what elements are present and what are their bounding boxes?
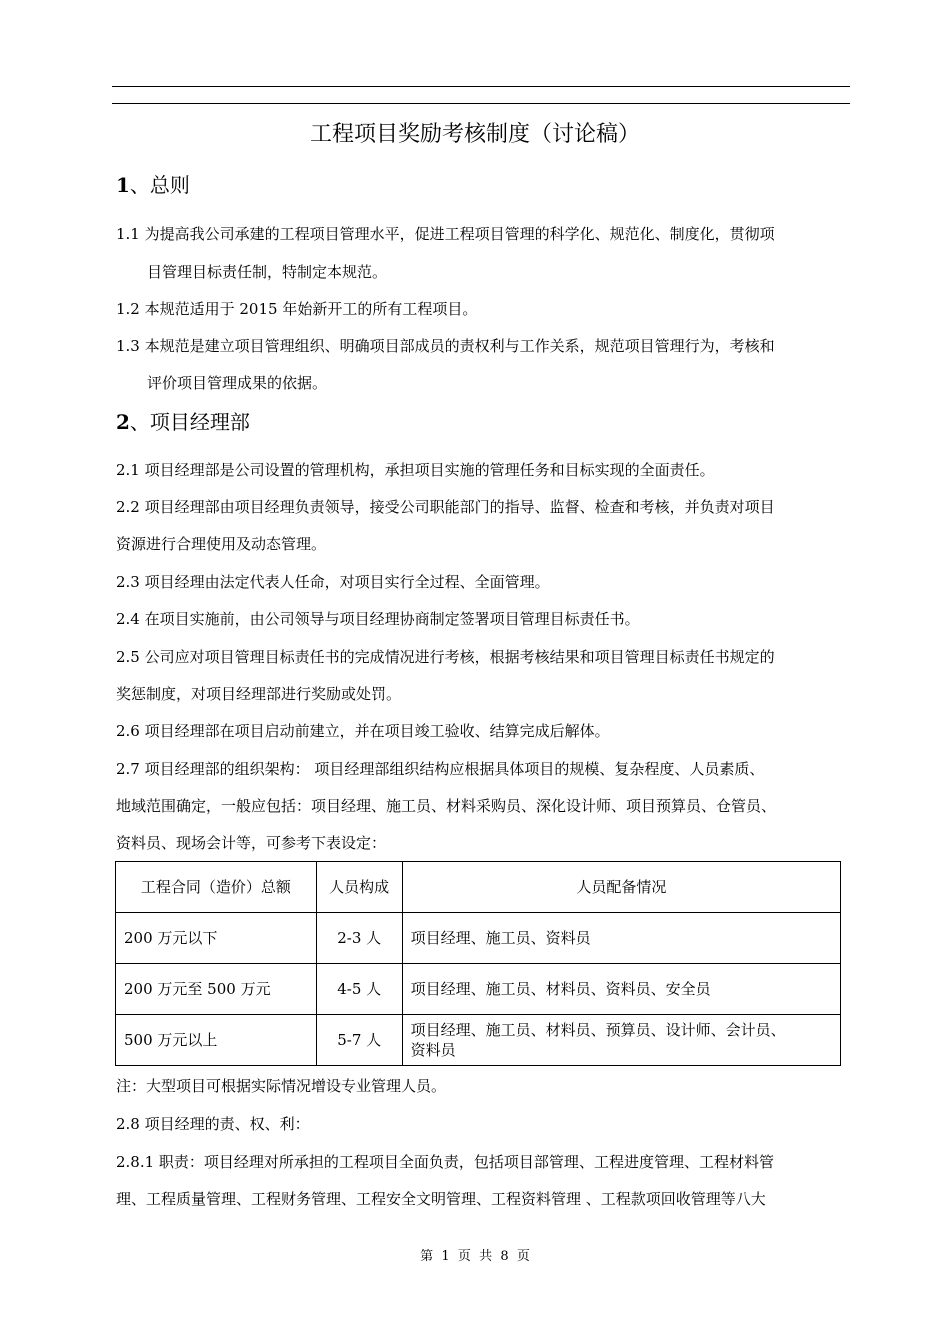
table-header-row <box>116 862 841 913</box>
section-heading-1 <box>116 172 190 198</box>
section-title: 总则 <box>149 173 190 197</box>
table-note: 注：大型项目可根据实际情况增设专业管理人员。 <box>116 1077 447 1095</box>
paragraph-2-5: 2.5 公司应对项目管理目标责任书的完成情况进行考核，根据考核结果和项目管理目标责任书规定的 <box>116 648 775 666</box>
table-header-cell: 人员配备情况 <box>402 862 840 913</box>
paragraph-2-2: 2.2 项目经理部由项目经理负责领导，接受公司职能部门的指导、监督、检查和考核，并负责对项目 <box>116 498 775 516</box>
table-row <box>116 913 841 964</box>
paragraph-1-1: 1.1 为提高我公司承建的工程项目管理水平，促进工程项目管理的科学化、规范化、制度化，贯彻项 <box>116 225 775 243</box>
table-cell-amount: 500 万元以上 <box>116 1015 317 1066</box>
table-cell-staffing: 项目经理、施工员、材料员、资料员、安全员 <box>402 964 840 1015</box>
paragraph-2-8-1: 2.8.1 职责：项目经理对所承担的工程项目全面负责，包括项目部管理、工程进度管理、工程材料管 <box>116 1153 774 1171</box>
section-separator: 、 <box>129 173 150 197</box>
page-footer: 第 1 页 共 8 页 <box>420 1249 530 1264</box>
table-cell-amount: 200 万元以下 <box>116 913 317 964</box>
table-cell-amount: 200 万元至 500 万元 <box>116 964 317 1015</box>
section-number: 2 <box>116 410 130 434</box>
paragraph-2-3: 2.3 项目经理由法定代表人任命，对项目实行全过程、全面管理。 <box>116 573 550 591</box>
table-row <box>116 964 841 1015</box>
table-cell-staff-count: 5-7 人 <box>316 1015 402 1066</box>
paragraph-1-3-cont: 评价项目管理成果的依据。 <box>147 374 328 392</box>
paragraph-2-7: 2.7 项目经理部的组织架构： 项目经理部组织结构应根据具体项目的规模、复杂程度、人员素质、 <box>116 760 765 778</box>
paragraph-2-1: 2.1 项目经理部是公司设置的管理机构，承担项目实施的管理任务和目标实现的全面责任。 <box>116 461 715 479</box>
paragraph-2-5-cont: 奖惩制度，对项目经理部进行奖励或处罚。 <box>116 685 402 703</box>
paragraph-1-2: 1.2 本规范适用于 2015 年始新开工的所有工程项目。 <box>116 300 478 318</box>
section-separator: 、 <box>129 410 150 434</box>
section-heading-2 <box>116 409 250 435</box>
paragraph-2-4: 2.4 在项目实施前，由公司领导与项目经理协商制定签署项目管理目标责任书。 <box>116 610 640 628</box>
table-cell-staffing: 项目经理、施工员、资料员 <box>402 913 840 964</box>
table-cell-staffing: 项目经理、施工员、材料员、预算员、设计师、会计员、 资料员 <box>402 1015 840 1066</box>
paragraph-2-8-1-cont: 理、工程质量管理、工程财务管理、工程安全文明管理、工程资料管理 、工程款项回收管理等八大 <box>116 1190 766 1208</box>
paragraph-2-6: 2.6 项目经理部在项目启动前建立，并在项目竣工验收、结算完成后解体。 <box>116 722 610 740</box>
section-title: 项目经理部 <box>149 410 250 434</box>
paragraph-2-8: 2.8 项目经理的责、权、利： <box>116 1115 310 1133</box>
header-rule-bottom <box>112 103 850 104</box>
paragraph-2-7-cont-2: 资料员、现场会计等，可参考下表设定： <box>116 834 387 852</box>
table-cell-staff-count: 4-5 人 <box>316 964 402 1015</box>
header-rule-top <box>112 86 850 87</box>
paragraph-1-3: 1.3 本规范是建立项目管理组织、明确项目部成员的责权利与工作关系，规范项目管理行为，考核和 <box>116 337 775 355</box>
document-title: 工程项目奖励考核制度（讨论稿） <box>309 122 640 147</box>
table-header-cell: 工程合同（造价）总额 <box>116 862 317 913</box>
table-row <box>116 1015 841 1066</box>
staffing-table <box>115 861 841 1066</box>
section-number: 1 <box>116 173 130 197</box>
table-header-cell: 人员构成 <box>316 862 402 913</box>
table-cell-staff-count: 2-3 人 <box>316 913 402 964</box>
paragraph-2-2-cont: 资源进行合理使用及动态管理。 <box>116 535 327 553</box>
paragraph-2-7-cont-1: 地域范围确定，一般应包括：项目经理、施工员、材料采购员、深化设计师、项目预算员、仓管员、 <box>116 797 777 815</box>
paragraph-1-1-cont: 目管理目标责任制，特制定本规范。 <box>147 263 388 281</box>
